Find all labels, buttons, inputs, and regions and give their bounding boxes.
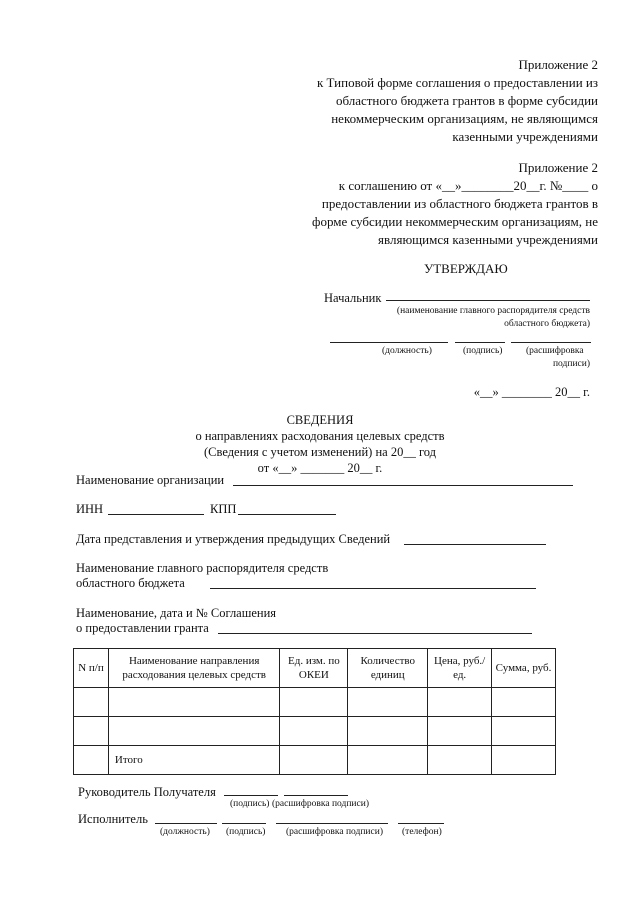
executor-label: Исполнитель	[78, 812, 148, 826]
table-cell[interactable]	[428, 717, 492, 746]
appendix-line: казенными учреждениями	[452, 129, 598, 144]
table-cell[interactable]	[428, 688, 492, 717]
appendix-title-2: Приложение 2	[518, 160, 598, 175]
table-cell[interactable]	[280, 688, 348, 717]
table-cell[interactable]	[108, 688, 280, 717]
doc-subtitle: (Сведения с учетом изменений) на 20__ год	[203, 445, 437, 459]
exec-phone-caption: (телефон)	[402, 827, 442, 837]
expense-table	[73, 648, 556, 775]
col-quantity: Количество единиц	[348, 649, 428, 688]
prev-date-label: Дата представления и утверждения предыдущих Сведений	[76, 532, 391, 546]
org-name-label: Наименование организации	[76, 473, 225, 487]
org-name-field[interactable]	[233, 485, 573, 486]
table-cell[interactable]	[348, 688, 428, 717]
appendix-title-1: Приложение 2	[518, 57, 598, 72]
table-cell[interactable]	[108, 717, 280, 746]
decode-caption: подписи)	[552, 359, 590, 369]
kpp-label: КПП	[210, 502, 237, 516]
table-total-row	[74, 746, 556, 775]
table-cell[interactable]	[280, 717, 348, 746]
col-sum: Сумма, руб.	[492, 649, 556, 688]
head-decode-line[interactable]	[284, 795, 348, 796]
chief-caption: областного бюджета)	[504, 319, 590, 329]
table-cell[interactable]	[492, 717, 556, 746]
col-direction: Наименование направления расходования целевых средств	[108, 649, 280, 688]
doc-subtitle: о направлениях расходования целевых средств	[195, 429, 445, 443]
position-caption: (должность)	[382, 346, 432, 356]
col-price: Цена, руб./ед.	[428, 649, 492, 688]
table-cell[interactable]	[348, 746, 428, 775]
table-cell[interactable]	[348, 717, 428, 746]
table-cell[interactable]	[74, 688, 109, 717]
grbs-label: областного бюджета	[76, 576, 185, 590]
agreement-label: о предоставлении гранта	[76, 621, 209, 635]
doc-title: СВЕДЕНИЯ	[286, 413, 354, 427]
agreement-field[interactable]	[218, 633, 532, 634]
appendix-line: некоммерческим организациям, не являющимся	[331, 111, 598, 126]
head-sign-line[interactable]	[224, 795, 278, 796]
chief-caption: (наименование главного распорядителя средств	[396, 306, 590, 316]
sign-caption: (подпись)	[463, 346, 503, 356]
table-cell[interactable]	[280, 746, 348, 775]
head-decode-caption: (расшифровка подписи)	[272, 799, 369, 809]
table-row	[74, 688, 556, 717]
table-cell[interactable]	[428, 746, 492, 775]
grbs-field[interactable]	[210, 588, 536, 589]
table-row	[74, 717, 556, 746]
inn-label: ИНН	[76, 502, 104, 516]
decode-caption: (расшифровка	[526, 346, 584, 356]
chief-label: Начальник	[324, 291, 382, 305]
inn-field[interactable]	[108, 514, 204, 515]
col-unit: Ед. изм. по ОКЕИ	[280, 649, 348, 688]
appendix-line: к Типовой форме соглашения о предоставлении из	[316, 75, 598, 90]
table-cell[interactable]	[74, 717, 109, 746]
exec-position-line[interactable]	[155, 823, 217, 824]
head-sign-caption: (подпись)	[230, 799, 270, 809]
table-header-row	[74, 649, 556, 688]
table-cell	[74, 746, 109, 775]
appendix-line: к соглашению от «__»________20__г. №____ о	[338, 178, 598, 193]
chief-line	[386, 300, 590, 301]
table-cell[interactable]	[492, 746, 556, 775]
appendix-line: являющимся казенными учреждениями	[378, 232, 598, 247]
doc-date: от «__» _______ 20__ г.	[257, 461, 383, 475]
approve-date: «__» ________ 20__ г.	[473, 385, 590, 399]
appendix-line: предоставлении из областного бюджета грантов в	[321, 196, 598, 211]
appendix-line: областного бюджета грантов в форме субсидии	[335, 93, 598, 108]
exec-phone-line[interactable]	[398, 823, 444, 824]
exec-position-caption: (должность)	[160, 827, 210, 837]
kpp-field[interactable]	[238, 514, 336, 515]
appendix-line: форме субсидии некоммерческим организациям, не	[312, 214, 598, 229]
total-label: Итого	[108, 746, 280, 775]
exec-decode-line[interactable]	[276, 823, 388, 824]
grbs-label: Наименование главного распорядителя средств	[76, 561, 329, 575]
table-cell[interactable]	[492, 688, 556, 717]
col-number: N п/п	[74, 649, 109, 688]
position-line	[330, 342, 448, 343]
sign-line	[455, 342, 505, 343]
decode-line	[511, 342, 591, 343]
exec-decode-caption: (расшифровка подписи)	[286, 827, 383, 837]
agreement-label: Наименование, дата и № Соглашения	[76, 606, 277, 620]
exec-sign-line[interactable]	[222, 823, 266, 824]
approve-heading: УТВЕРЖДАЮ	[424, 261, 508, 276]
exec-sign-caption: (подпись)	[226, 827, 266, 837]
head-label: Руководитель Получателя	[78, 785, 216, 799]
prev-date-field[interactable]	[404, 544, 546, 545]
